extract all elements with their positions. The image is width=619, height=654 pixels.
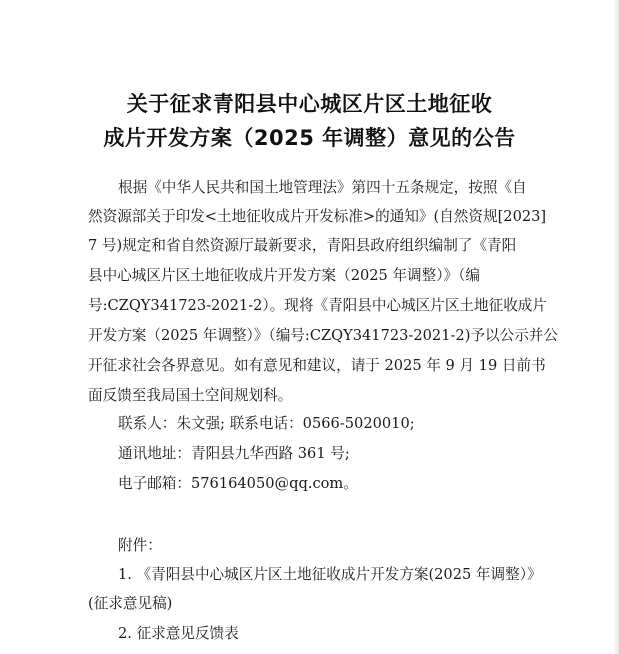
body-line-6: 开发方案（2025 年调整）》（编号:CZQY341723-2021-2)予以公示并公: [88, 327, 558, 344]
body-line-8: 面反馈至我局国土空间规划科。: [88, 387, 293, 404]
body-line-4: 县中心城区片区土地征收成片开发方案（2025 年调整）》（编: [88, 267, 481, 284]
contact-address: 通讯地址：青阳县九华西路 361 号;: [118, 445, 350, 462]
body-line-3: 7 号)规定和省自然资源厅最新要求，青阳县政府组织编制了《青阳: [88, 237, 517, 254]
attachments-heading: 附件：: [118, 537, 162, 554]
body-line-5: 号:CZQY341723-2021-2）。现将《青阳县中心城区片区土地征收成片: [88, 297, 547, 314]
attachment-item-2: 2. 征求意见反馈表: [118, 625, 239, 642]
contact-person-phone: 联系人：朱文强; 联系电话：0566-5020010;: [118, 415, 415, 432]
notice-title-line-2: 成片开发方案（2025 年调整）意见的公告: [103, 126, 516, 150]
body-line-2: 然资源部关于印发<土地征收成片开发标准>的通知》(自然资规[2023]: [88, 208, 547, 225]
attachment-item-1-line-2: (征求意见稿): [88, 595, 173, 612]
notice-title-line-1: 关于征求青阳县中心城区片区土地征收: [126, 92, 493, 116]
body-line-7: 开征求社会各界意见。如有意见和建议，请于 2025 年 9 月 19 日前书: [88, 357, 546, 374]
body-line-1: 根据《中华人民共和国土地管理法》第四十五条规定，按照《自: [118, 179, 527, 196]
contact-email: 电子邮箱：576164050@qq.com。: [118, 475, 358, 492]
attachment-item-1-line-1: 1. 《青阳县中心城区片区土地征收成片开发方案(2025 年调整）》: [118, 566, 542, 583]
